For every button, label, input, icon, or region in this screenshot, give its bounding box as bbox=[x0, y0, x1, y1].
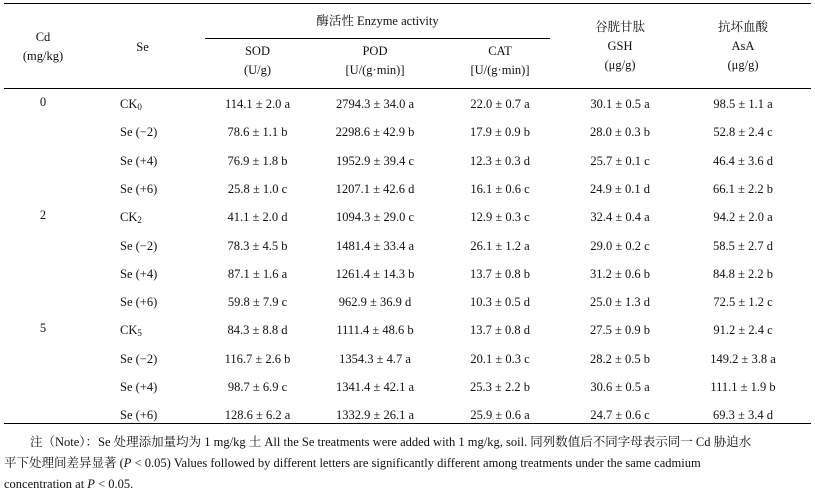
header-gsh-cn: 谷胱甘肽 bbox=[594, 20, 645, 34]
cd-level: 0 bbox=[39, 95, 47, 109]
gsh-value: 29.0 ± 0.2 c bbox=[590, 238, 650, 253]
table-top-rule bbox=[4, 3, 811, 4]
se-treatment-label: Se (+6) bbox=[120, 408, 158, 423]
header-asa-label: AsA bbox=[731, 39, 755, 53]
header-cat bbox=[445, 42, 555, 80]
header-sod-label: SOD bbox=[244, 44, 270, 58]
header-cd-label: Cd bbox=[35, 30, 51, 44]
asa-value: 66.1 ± 2.2 b bbox=[713, 181, 773, 196]
sod-value: 84.3 ± 8.8 d bbox=[227, 323, 288, 338]
header-se-label: Se bbox=[136, 40, 149, 54]
se-treatment-label: CK bbox=[120, 97, 138, 111]
cat-value: 20.1 ± 0.3 c bbox=[470, 351, 530, 366]
se-treatment-label: Se (+4) bbox=[120, 266, 158, 281]
sod-value: 116.7 ± 2.6 b bbox=[224, 351, 291, 366]
gsh-value: 24.7 ± 0.6 c bbox=[590, 408, 650, 423]
se-treatment bbox=[120, 123, 157, 141]
header-asa bbox=[688, 18, 798, 75]
asa-value: 94.2 ± 2.0 a bbox=[713, 210, 773, 225]
cat-value: 22.0 ± 0.7 a bbox=[470, 97, 530, 111]
cat-value: 25.3 ± 2.2 b bbox=[470, 380, 530, 394]
asa-value: 149.2 ± 3.8 a bbox=[710, 351, 776, 366]
cat-value: 13.7 ± 0.8 b bbox=[470, 266, 530, 281]
cd-level: 5 bbox=[39, 321, 47, 336]
note-line-3 bbox=[4, 474, 809, 495]
cat-value: 16.1 ± 0.6 c bbox=[470, 181, 530, 196]
pod-value: 1952.9 ± 39.4 c bbox=[335, 153, 415, 168]
asa-value: 46.4 ± 3.6 d bbox=[713, 153, 773, 168]
gsh-value: 28.2 ± 0.5 b bbox=[590, 351, 650, 366]
note-line-2a: 平下处理间差异显著 ( bbox=[4, 456, 124, 470]
se-treatment-label: Se (−2) bbox=[120, 351, 158, 366]
header-asa-unit: (μg/g) bbox=[727, 58, 759, 72]
gsh-value: 30.6 ± 0.5 a bbox=[590, 380, 650, 394]
gsh-value: 30.1 ± 0.5 a bbox=[590, 97, 650, 111]
se-treatment-label: Se (+6) bbox=[120, 295, 158, 310]
se-treatment-label: CK bbox=[120, 210, 138, 225]
gsh-value: 32.4 ± 0.4 a bbox=[590, 210, 650, 225]
header-pod bbox=[310, 42, 440, 80]
gsh-value: 31.2 ± 0.6 b bbox=[590, 266, 650, 281]
cat-value: 17.9 ± 0.9 b bbox=[470, 125, 530, 140]
asa-value: 52.8 ± 2.4 c bbox=[713, 125, 773, 140]
table-note bbox=[4, 432, 809, 495]
sod-value: 128.6 ± 6.2 a bbox=[224, 408, 291, 423]
se-treatment-label: Se (+4) bbox=[120, 153, 158, 168]
header-gsh-unit: (μg/g) bbox=[604, 58, 636, 72]
pod-value: 2794.3 ± 34.0 a bbox=[335, 97, 415, 111]
se-treatment bbox=[120, 406, 157, 424]
pod-value: 1354.3 ± 4.7 a bbox=[339, 351, 411, 366]
se-treatment-subscript: 0 bbox=[137, 102, 142, 112]
gsh-value: 25.7 ± 0.1 c bbox=[590, 153, 650, 168]
se-treatment-label: Se (−2) bbox=[120, 238, 158, 253]
sod-value: 87.1 ± 1.6 a bbox=[227, 266, 288, 281]
header-cd bbox=[4, 28, 82, 66]
gsh-value: 25.0 ± 1.3 d bbox=[590, 295, 650, 310]
sod-value: 78.6 ± 1.1 b bbox=[227, 125, 288, 140]
cat-value: 25.9 ± 0.6 a bbox=[470, 408, 530, 423]
note-line-3a: concentration at bbox=[4, 477, 88, 491]
pod-value: 2298.6 ± 42.9 b bbox=[335, 125, 415, 140]
se-treatment bbox=[120, 321, 142, 342]
asa-value: 72.5 ± 1.2 c bbox=[713, 295, 773, 310]
sod-value: 98.7 ± 6.9 c bbox=[227, 380, 288, 394]
header-sod-unit: (U/g) bbox=[243, 63, 272, 77]
se-treatment-subscript: 5 bbox=[137, 328, 142, 339]
asa-value: 58.5 ± 2.7 d bbox=[713, 238, 773, 253]
header-pod-label: POD bbox=[362, 44, 388, 58]
cat-value: 12.3 ± 0.3 d bbox=[470, 153, 530, 168]
header-asa-cn: 抗坏血酸 bbox=[717, 20, 768, 34]
header-cat-label: CAT bbox=[488, 44, 512, 58]
gsh-value: 24.9 ± 0.1 d bbox=[590, 181, 650, 196]
note-line-1-text: 注（Note）：Se 处理添加量均为 1 mg/kg 土 All the Se treatments were added with 1 mg/kg, soil. 同列数值后不同字母表示同一 Cd 胁迫水 bbox=[30, 435, 752, 449]
cat-value: 12.9 ± 0.3 c bbox=[470, 210, 530, 225]
note-line-1 bbox=[4, 432, 809, 453]
se-treatment bbox=[120, 237, 157, 255]
gsh-value: 27.5 ± 0.9 b bbox=[590, 323, 650, 338]
asa-value: 111.1 ± 1.9 b bbox=[710, 380, 776, 394]
header-cd-unit: (mg/kg) bbox=[22, 49, 64, 63]
asa-value: 91.2 ± 2.4 c bbox=[713, 323, 773, 338]
pod-value: 1341.4 ± 42.1 a bbox=[335, 380, 415, 394]
se-treatment bbox=[120, 378, 157, 396]
header-gsh-label: GSH bbox=[607, 39, 633, 53]
header-cat-unit: [U/(g·min)] bbox=[470, 63, 530, 77]
pod-value: 1481.4 ± 33.4 a bbox=[335, 238, 415, 253]
pod-value: 1094.3 ± 29.0 c bbox=[335, 210, 415, 225]
se-treatment bbox=[120, 95, 142, 116]
note-line-2b: < 0.05) Values followed by different letters are significantly different among treatments under the same cadmium bbox=[131, 456, 701, 470]
se-treatment bbox=[120, 208, 142, 229]
se-treatment-subscript: 2 bbox=[137, 215, 142, 226]
note-line-3b: < 0.05. bbox=[94, 477, 134, 491]
se-treatment bbox=[120, 350, 157, 368]
cat-value: 26.1 ± 1.2 a bbox=[470, 238, 530, 253]
cd-level: 2 bbox=[39, 208, 47, 223]
pod-value: 1207.1 ± 42.6 d bbox=[335, 181, 415, 196]
se-treatment-label: Se (−2) bbox=[120, 125, 158, 140]
pod-value: 1332.9 ± 26.1 a bbox=[335, 408, 415, 423]
sod-value: 78.3 ± 4.5 b bbox=[227, 238, 288, 253]
header-gsh bbox=[565, 18, 675, 75]
se-treatment bbox=[120, 293, 157, 311]
gsh-value: 28.0 ± 0.3 b bbox=[590, 125, 650, 140]
pod-value: 1261.4 ± 14.3 b bbox=[335, 266, 415, 281]
sod-value: 41.1 ± 2.0 d bbox=[227, 210, 288, 225]
pod-value: 962.9 ± 36.9 d bbox=[338, 295, 412, 310]
cat-value: 10.3 ± 0.5 d bbox=[470, 295, 530, 310]
note-p-symbol: P bbox=[123, 456, 132, 470]
se-treatment bbox=[120, 152, 157, 170]
asa-value: 84.8 ± 2.2 b bbox=[713, 266, 773, 281]
se-treatment bbox=[120, 180, 157, 198]
note-line-2 bbox=[4, 453, 809, 474]
sod-value: 114.1 ± 2.0 a bbox=[224, 97, 291, 111]
se-treatment-label: Se (+6) bbox=[120, 181, 158, 196]
asa-value: 69.3 ± 3.4 d bbox=[713, 408, 773, 423]
header-se bbox=[90, 38, 195, 57]
header-pod-unit: [U/(g·min)] bbox=[345, 63, 405, 77]
se-treatment-label: CK bbox=[120, 323, 138, 338]
header-enzyme-title: 酶活性 Enzyme activity bbox=[316, 14, 439, 28]
se-treatment bbox=[120, 265, 157, 283]
enzyme-header-rule bbox=[205, 38, 550, 39]
asa-value: 98.5 ± 1.1 a bbox=[713, 97, 773, 111]
sod-value: 59.8 ± 7.9 c bbox=[227, 295, 288, 310]
pod-value: 1111.4 ± 48.6 b bbox=[336, 323, 414, 338]
sod-value: 25.8 ± 1.0 c bbox=[227, 181, 288, 196]
note-p-symbol-2: P bbox=[87, 477, 95, 491]
header-sod bbox=[205, 42, 310, 80]
cat-value: 13.7 ± 0.8 d bbox=[470, 323, 530, 338]
se-treatment-label: Se (+4) bbox=[120, 380, 158, 394]
sod-value: 76.9 ± 1.8 b bbox=[227, 153, 288, 168]
table-header-rule bbox=[4, 88, 811, 89]
